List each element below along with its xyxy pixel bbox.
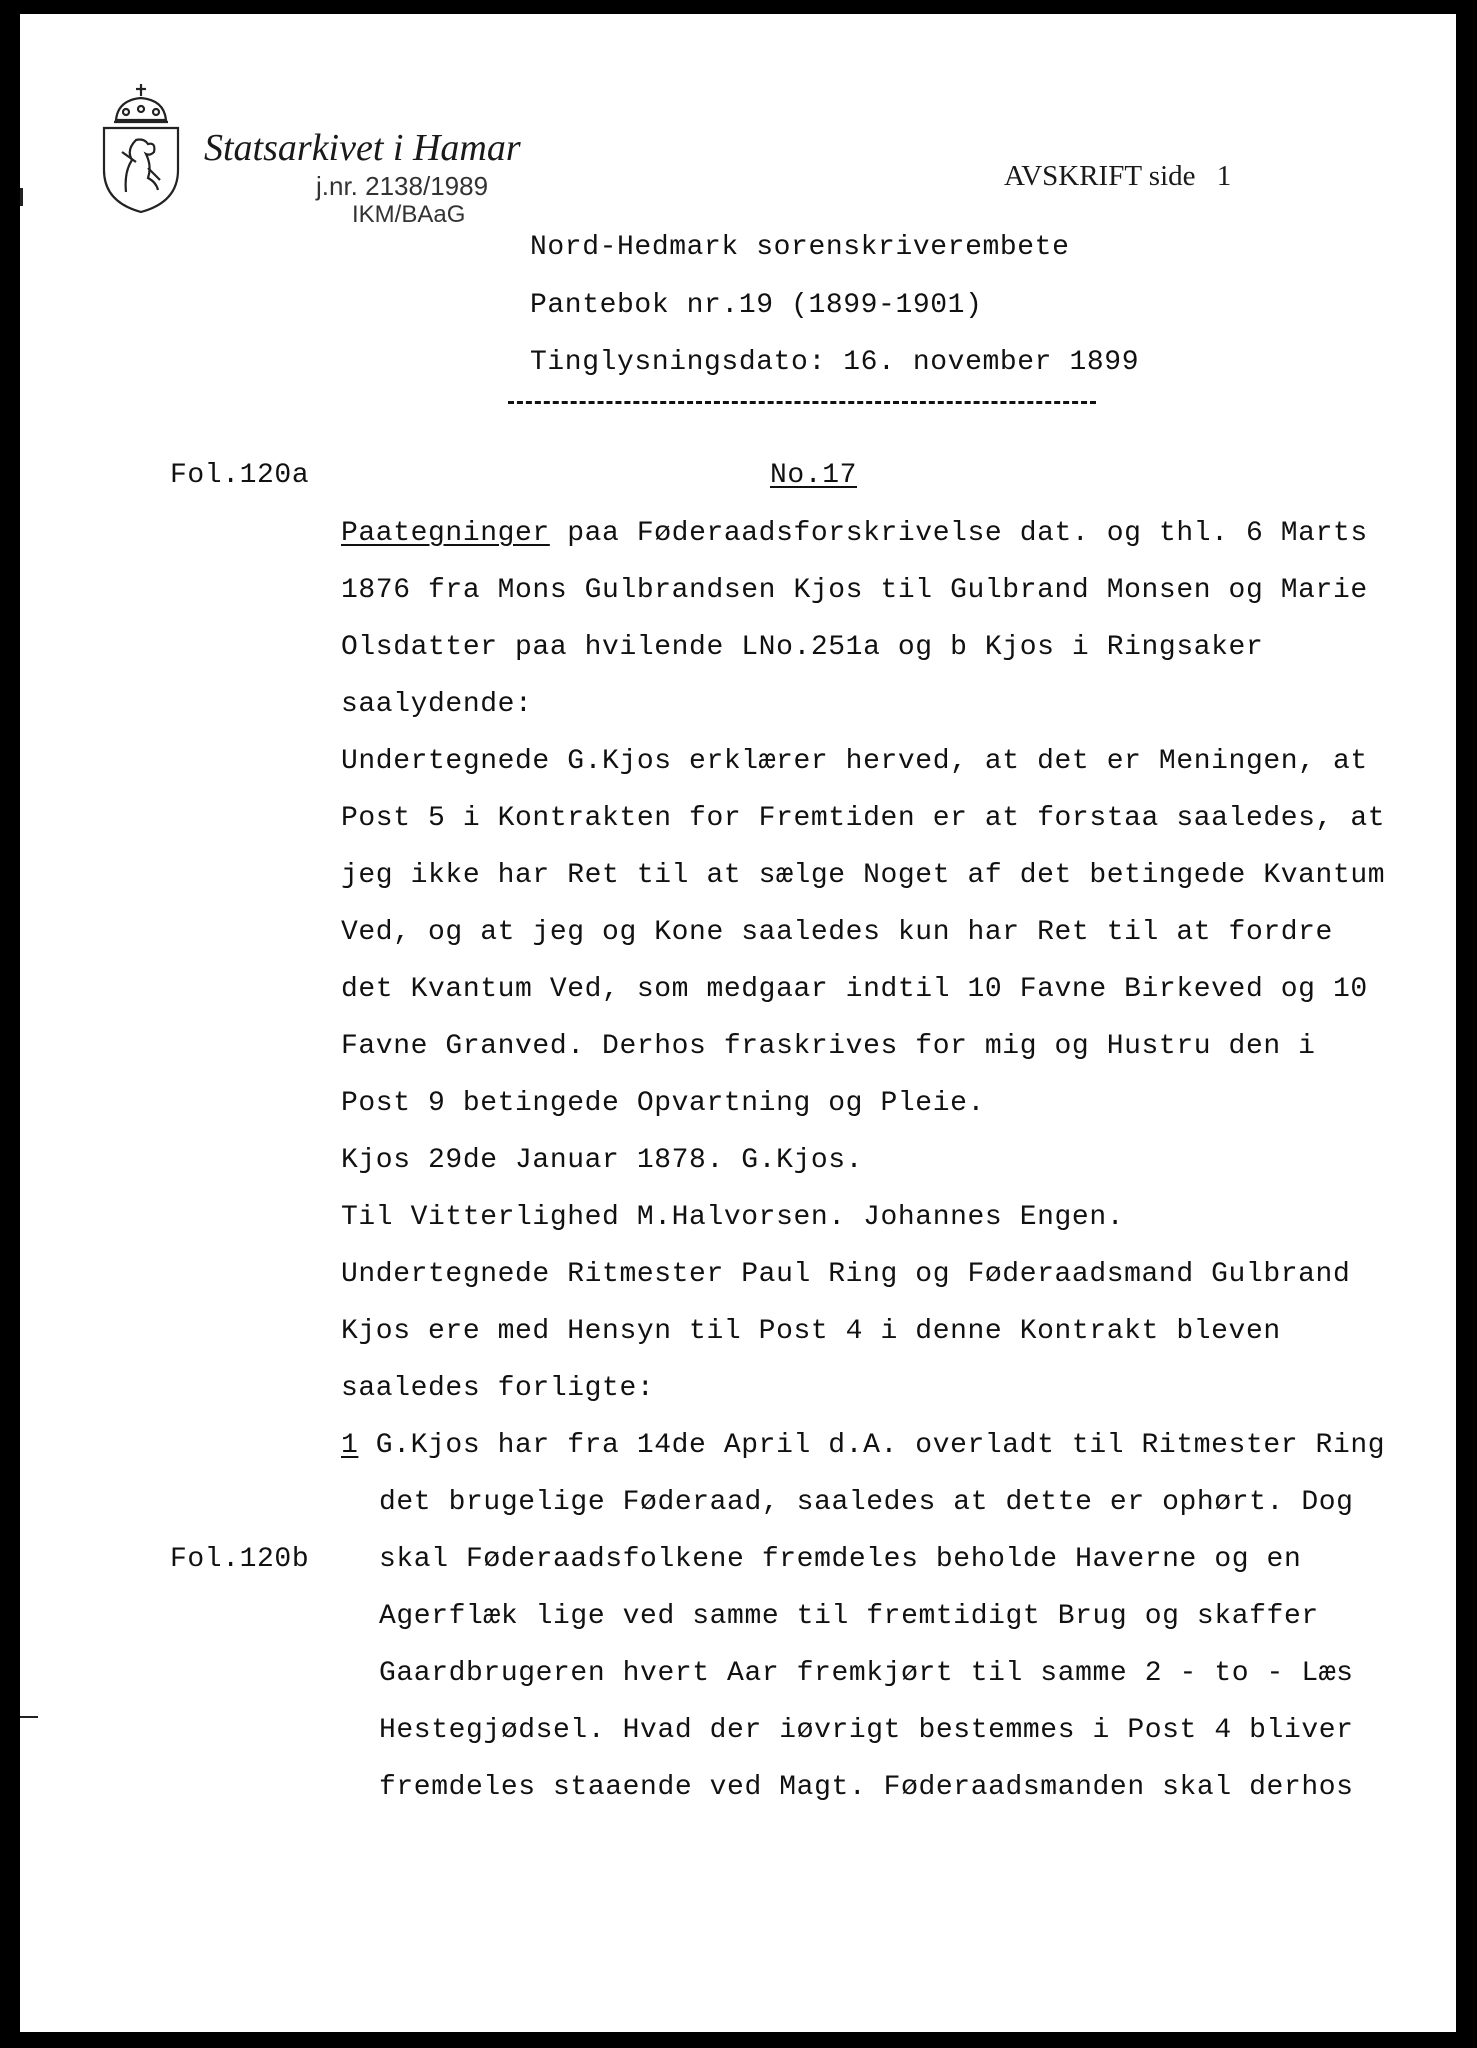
item-number: 1	[341, 1430, 359, 1461]
body-line	[341, 518, 1368, 549]
body-line: Post 5 i Kontrakten for Fremtiden er at forstaa saaledes, at	[341, 803, 1386, 834]
initials: IKM/BAaG	[352, 201, 466, 228]
coat-of-arms-icon	[96, 82, 186, 216]
body-line: saalydende:	[341, 689, 533, 720]
entry-number: No.17	[770, 460, 858, 491]
item-line: fremdeles staaende ved Magt. Føderaadsmanden skal derhos	[379, 1772, 1354, 1803]
item-line: Agerflæk lige ved samme til fremtidigt Brug og skaffer	[379, 1601, 1319, 1632]
body-line: Kjos ere med Hensyn til Post 4 i denne Kontrakt bleven	[341, 1316, 1281, 1347]
item-line: Hestegjødsel. Hvad der iøvrigt bestemmes i Post 4 bliver	[379, 1715, 1354, 1746]
folio-label: Fol.120b	[170, 1544, 310, 1575]
item-line-text: G.Kjos har fra 14de April d.A. overladt til Ritmester Ring	[358, 1430, 1386, 1461]
annotation-heading: Paategninger	[341, 518, 550, 549]
body-line: Ved, og at jeg og Kone saaledes kun har Ret til at fordre	[341, 917, 1333, 948]
page-number: 1	[1216, 160, 1232, 192]
court-name: Nord-Hedmark sorenskriverembete	[530, 232, 1070, 263]
item-line	[341, 1430, 1385, 1461]
item-line: det brugelige Føderaad, saaledes at dette er ophørt. Dog	[379, 1487, 1354, 1518]
journal-number: j.nr. 2138/1989	[316, 171, 489, 201]
archive-name: Statsarkivet i Hamar	[204, 127, 521, 169]
divider-line	[508, 401, 1096, 404]
body-line: 1876 fra Mons Gulbrandsen Kjos til Gulbrand Monsen og Marie	[341, 575, 1368, 606]
body-line: jeg ikke har Ret til at sælge Noget af det betingede Kvantum	[341, 860, 1386, 891]
item-line: Gaardbrugeren hvert Aar fremkjørt til samme 2 - to - Læs	[379, 1658, 1354, 1689]
body-line-text: paa Føderaadsforskrivelse dat. og thl. 6 Marts	[549, 518, 1368, 549]
body-line: Kjos 29de Januar 1878. G.Kjos.	[341, 1145, 864, 1176]
folio-label: Fol.120a	[170, 460, 310, 491]
registration-date: Tinglysningsdato: 16. november 1899	[530, 347, 1140, 378]
body-line: Undertegnede Ritmester Paul Ring og Føderaadsmand Gulbrand	[341, 1259, 1351, 1290]
avskrift-label: AVSKRIFT side	[1004, 160, 1196, 192]
scan-mark	[20, 1716, 38, 1718]
transcript-page-label	[1004, 160, 1231, 193]
item-line: skal Føderaadsfolkene fremdeles beholde Haverne og en	[379, 1544, 1302, 1575]
body-line: Undertegnede G.Kjos erklærer herved, at det er Meningen, at	[341, 746, 1368, 777]
book-title: Pantebok nr.19 (1899-1901)	[530, 290, 983, 321]
body-line: Olsdatter paa hvilende LNo.251a og b Kjos i Ringsaker	[341, 632, 1264, 663]
body-line: Favne Granved. Derhos fraskrives for mig og Hustru den i	[341, 1031, 1316, 1062]
body-line: det Kvantum Ved, som medgaar indtil 10 Favne Birkeved og 10	[341, 974, 1368, 1005]
scan-mark	[20, 188, 23, 206]
body-line: saaledes forligte:	[341, 1373, 655, 1404]
body-line: Post 9 betingede Opvartning og Pleie.	[341, 1088, 985, 1119]
body-line: Til Vitterlighed M.Halvorsen. Johannes Engen.	[341, 1202, 1125, 1233]
